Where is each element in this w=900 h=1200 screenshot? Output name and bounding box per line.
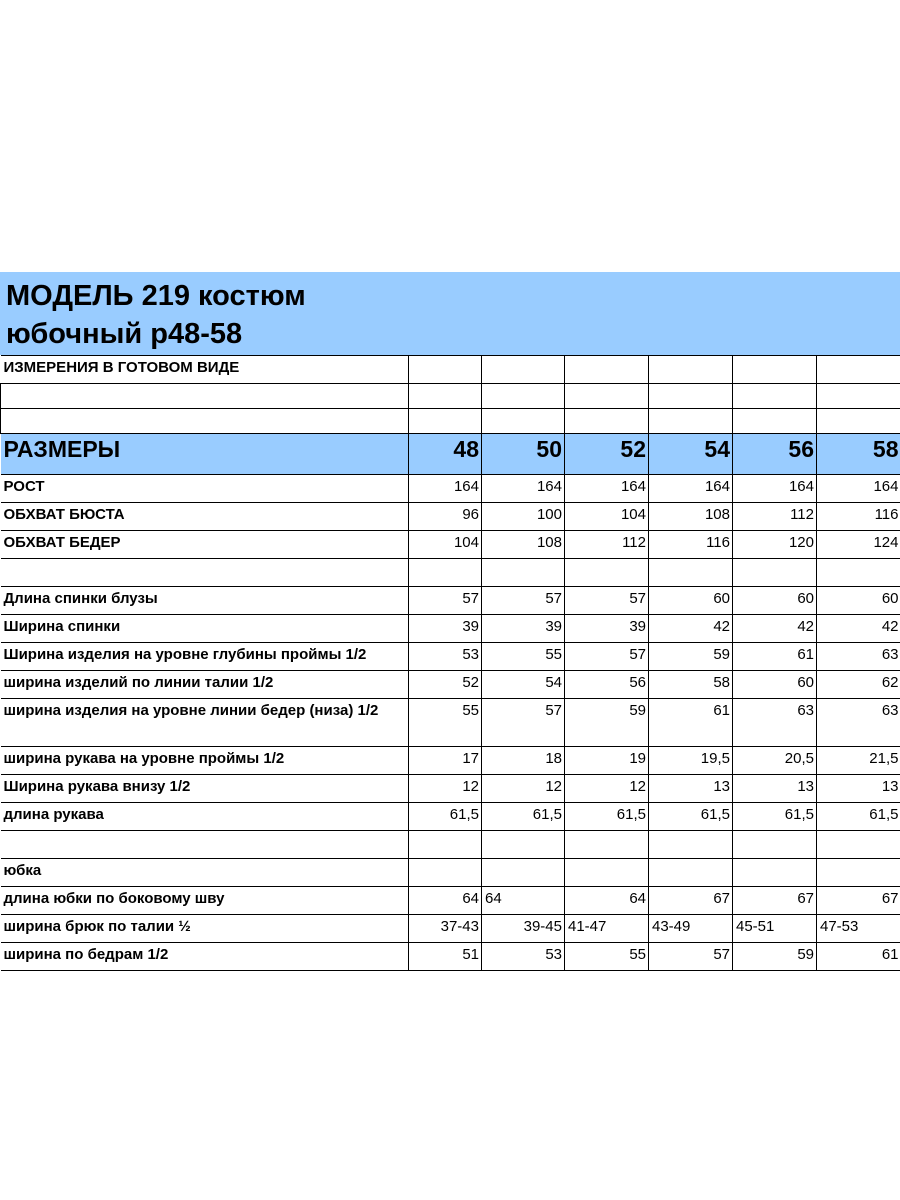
value-cell: 63 <box>817 643 900 671</box>
value-cell: 63 <box>733 699 817 747</box>
value-cell: 57 <box>482 699 565 747</box>
value-cell: 53 <box>409 643 482 671</box>
value-cell: 59 <box>649 643 733 671</box>
value-cell <box>482 859 565 887</box>
value-cell: 164 <box>649 475 733 503</box>
value-cell: 62 <box>817 671 900 699</box>
value-cell: 64 <box>565 887 649 915</box>
size-header: 54 <box>649 434 733 475</box>
value-cell <box>649 831 733 859</box>
measurement-row <box>1 859 900 887</box>
value-cell: 42 <box>649 615 733 643</box>
measurement-row <box>1 671 900 699</box>
value-cell: 12 <box>482 775 565 803</box>
value-cell: 61,5 <box>565 803 649 831</box>
row-label: длина юбки по боковому шву <box>1 887 409 915</box>
empty-row <box>1 384 900 409</box>
measurement-row <box>1 831 900 859</box>
value-cell: 164 <box>733 475 817 503</box>
measurement-sheet <box>0 272 900 971</box>
value-cell: 164 <box>817 475 900 503</box>
value-cell <box>565 859 649 887</box>
measurement-row <box>1 803 900 831</box>
title-line-2: юбочный р48-58 <box>6 318 243 350</box>
measurement-row <box>1 643 900 671</box>
value-cell: 17 <box>409 747 482 775</box>
value-cell: 47-53 <box>817 915 900 943</box>
value-cell: 67 <box>733 887 817 915</box>
value-cell: 164 <box>409 475 482 503</box>
row-label: юбка <box>1 859 409 887</box>
value-cell: 12 <box>565 775 649 803</box>
value-cell: 56 <box>565 671 649 699</box>
value-cell <box>565 559 649 587</box>
row-label: РОСТ <box>1 475 409 503</box>
value-cell: 18 <box>482 747 565 775</box>
row-label: Длина спинки блузы <box>1 587 409 615</box>
value-cell: 54 <box>482 671 565 699</box>
value-cell: 51 <box>409 943 482 971</box>
size-header: 58 <box>817 434 900 475</box>
value-cell: 67 <box>649 887 733 915</box>
value-cell: 116 <box>817 503 900 531</box>
value-cell: 13 <box>649 775 733 803</box>
value-cell: 104 <box>565 503 649 531</box>
measurement-row <box>1 587 900 615</box>
value-cell: 13 <box>817 775 900 803</box>
value-cell: 120 <box>733 531 817 559</box>
value-cell: 58 <box>649 671 733 699</box>
value-cell: 108 <box>649 503 733 531</box>
measurement-row <box>1 699 900 747</box>
value-cell <box>817 859 900 887</box>
measurement-row <box>1 615 900 643</box>
measurement-row <box>1 503 900 531</box>
value-cell: 67 <box>817 887 900 915</box>
value-cell: 41-47 <box>565 915 649 943</box>
value-cell: 112 <box>565 531 649 559</box>
value-cell: 42 <box>733 615 817 643</box>
value-cell: 57 <box>482 587 565 615</box>
value-cell: 64 <box>482 887 565 915</box>
value-cell: 57 <box>649 943 733 971</box>
row-label: Ширина рукава внизу 1/2 <box>1 775 409 803</box>
value-cell: 59 <box>565 699 649 747</box>
value-cell: 108 <box>482 531 565 559</box>
row-label: Ширина изделия на уровне глубины проймы 1/2 <box>1 643 409 671</box>
value-cell: 112 <box>733 503 817 531</box>
row-label: ОБХВАТ БЕДЕР <box>1 531 409 559</box>
measurement-row <box>1 531 900 559</box>
value-cell: 39-45 <box>482 915 565 943</box>
measurement-row <box>1 475 900 503</box>
measurement-row <box>1 943 900 971</box>
row-label: ширина изделий по линии талии 1/2 <box>1 671 409 699</box>
value-cell: 55 <box>565 943 649 971</box>
title-block <box>0 272 900 355</box>
row-label: ширина рукава на уровне проймы 1/2 <box>1 747 409 775</box>
value-cell: 63 <box>817 699 900 747</box>
value-cell: 21,5 <box>817 747 900 775</box>
value-cell: 60 <box>733 671 817 699</box>
value-cell: 61 <box>733 643 817 671</box>
size-table <box>0 355 900 971</box>
value-cell: 60 <box>649 587 733 615</box>
value-cell: 53 <box>482 943 565 971</box>
value-cell: 55 <box>409 699 482 747</box>
value-cell: 61 <box>817 943 900 971</box>
size-header: 56 <box>733 434 817 475</box>
value-cell <box>733 859 817 887</box>
value-cell <box>733 831 817 859</box>
sizes-header-row <box>1 434 900 475</box>
value-cell: 61,5 <box>817 803 900 831</box>
value-cell: 37-43 <box>409 915 482 943</box>
row-label: ширина брюк по талии ½ <box>1 915 409 943</box>
value-cell: 61,5 <box>409 803 482 831</box>
row-label: ОБХВАТ БЮСТА <box>1 503 409 531</box>
value-cell: 13 <box>733 775 817 803</box>
section-heading: ИЗМЕРЕНИЯ В ГОТОВОМ ВИДЕ <box>1 356 409 384</box>
value-cell: 59 <box>733 943 817 971</box>
value-cell: 60 <box>817 587 900 615</box>
value-cell: 19,5 <box>649 747 733 775</box>
row-label: длина рукава <box>1 803 409 831</box>
value-cell <box>817 831 900 859</box>
measurement-row <box>1 887 900 915</box>
value-cell: 124 <box>817 531 900 559</box>
value-cell: 60 <box>733 587 817 615</box>
value-cell: 42 <box>817 615 900 643</box>
value-cell: 61,5 <box>482 803 565 831</box>
empty-row <box>1 409 900 434</box>
value-cell <box>817 559 900 587</box>
value-cell <box>649 859 733 887</box>
row-label: ширина по бедрам 1/2 <box>1 943 409 971</box>
sizes-label: РАЗМЕРЫ <box>1 434 409 475</box>
value-cell <box>409 831 482 859</box>
measurement-row <box>1 747 900 775</box>
row-label <box>1 559 409 587</box>
value-cell: 39 <box>482 615 565 643</box>
value-cell: 57 <box>565 643 649 671</box>
value-cell <box>733 559 817 587</box>
value-cell: 55 <box>482 643 565 671</box>
value-cell: 61,5 <box>649 803 733 831</box>
value-cell: 64 <box>409 887 482 915</box>
value-cell: 164 <box>565 475 649 503</box>
value-cell: 52 <box>409 671 482 699</box>
measurement-row <box>1 915 900 943</box>
value-cell: 43-49 <box>649 915 733 943</box>
value-cell: 100 <box>482 503 565 531</box>
value-cell <box>482 559 565 587</box>
value-cell: 19 <box>565 747 649 775</box>
value-cell: 39 <box>409 615 482 643</box>
value-cell: 39 <box>565 615 649 643</box>
value-cell: 104 <box>409 531 482 559</box>
value-cell <box>649 559 733 587</box>
value-cell: 12 <box>409 775 482 803</box>
row-label: ширина изделия на уровне линии бедер (низа) 1/2 <box>1 699 409 747</box>
title-line-1: МОДЕЛЬ 219 костюм <box>6 280 306 312</box>
value-cell: 164 <box>482 475 565 503</box>
value-cell: 116 <box>649 531 733 559</box>
value-cell: 61,5 <box>733 803 817 831</box>
section-heading-row <box>1 356 900 384</box>
size-header: 48 <box>409 434 482 475</box>
value-cell: 61 <box>649 699 733 747</box>
value-cell: 45-51 <box>733 915 817 943</box>
value-cell <box>409 859 482 887</box>
row-label <box>1 831 409 859</box>
value-cell: 57 <box>565 587 649 615</box>
value-cell <box>482 831 565 859</box>
value-cell: 20,5 <box>733 747 817 775</box>
value-cell: 96 <box>409 503 482 531</box>
value-cell: 57 <box>409 587 482 615</box>
size-header: 52 <box>565 434 649 475</box>
value-cell <box>565 831 649 859</box>
size-header: 50 <box>482 434 565 475</box>
measurement-row <box>1 559 900 587</box>
row-label: Ширина спинки <box>1 615 409 643</box>
measurement-row <box>1 775 900 803</box>
value-cell <box>409 559 482 587</box>
